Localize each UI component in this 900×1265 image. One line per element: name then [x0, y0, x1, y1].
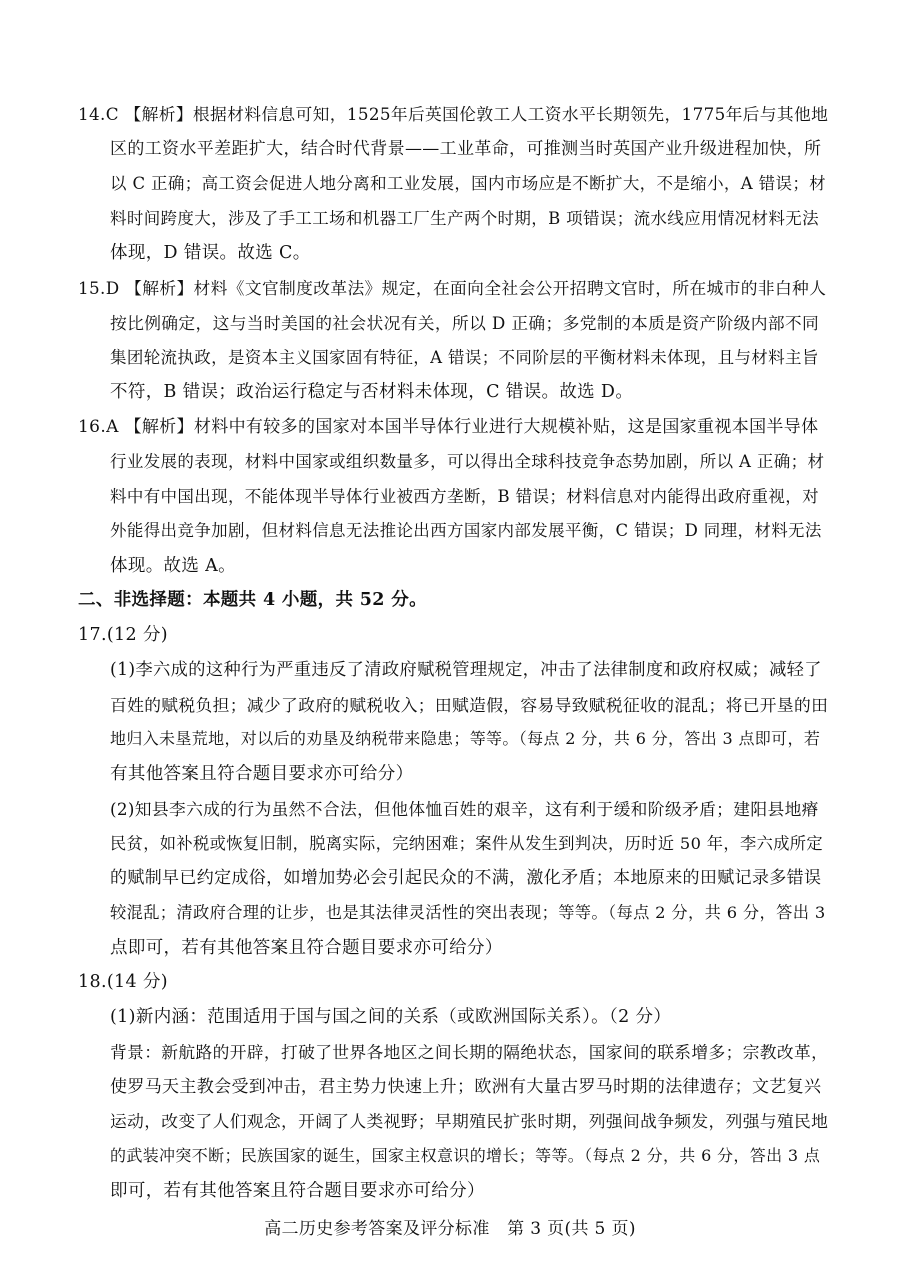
q16-line-1: 16.A 【解析】材料中有较多的国家对本国半导体行业进行大规模补贴，这是国家重视本国半导体	[78, 417, 819, 437]
q16-line-4: 外能得出竞争加剧，但材料信息无法推论出西方国家内部发展平衡，C 错误；D 同理，材料无法	[110, 521, 822, 540]
q16-line-2: 行业发展的表现，材料中国家或组织数量多，可以得出全球科技竞争态势加剧，所以 A 正确；材	[110, 452, 825, 471]
q14-line-5: 体现，D 错误。故选 C。	[110, 243, 311, 263]
q15-line-3: 集团轮流执政，是资本主义国家固有特征，A 错误；不同阶层的平衡材料未体现，且与材料主旨	[110, 348, 819, 367]
q17-p1-line-3: 地归入未垦荒地，对以后的劝垦及纳税带来隐患；等等。（每点 2 分，共 6 分，答出 3 点即可，若	[110, 729, 821, 748]
q15-line-1: 15.D 【解析】材料《文官制度改革法》规定，在面向全社会公开招聘文官时，所在城市的非白种人	[78, 278, 827, 298]
q14-line-4: 料时间跨度大，涉及了手工工场和机器工厂生产两个时期，B 项错误；流水线应用情况材料无法	[110, 209, 819, 228]
q14-line-2: 区的工资水平差距扩大，结合时代背景——工业革命，可推测当时英国产业升级进程加快，所	[110, 139, 822, 159]
q17-p2-line-2: 民贫，如补税或恢复旧制，脱离实际，完纳困难；案件从发生到判决，历时近 50 年，李六成所定	[110, 834, 824, 853]
q18-p2-line-3: 运动，改变了人们观念，开阔了人类视野；早期殖民扩张时期，列强间战争频发，列强与殖民地	[110, 1111, 829, 1131]
q16-line-5: 体现。故选 A。	[110, 556, 237, 576]
q17-p1-line-2: 百姓的赋税负担；减少了政府的赋税收入；田赋造假，容易导致赋税征收的混乱；将已开垦的田	[110, 695, 829, 715]
q17-p2-line-1: (2)知县李六成的行为虽然不合法，但他体恤百姓的艰辛，这有利于缓和阶级矛盾；建阳县地瘠	[110, 799, 819, 819]
q14-line-3: 以 C 正确；高工资会促进人地分离和工业发展，国内市场应是不断扩大，不是缩小，A 错误；材	[110, 174, 827, 193]
q17-p2-line-3: 的赋制早已约定成俗，如增加势必会引起民众的不满，激化矛盾；本地原来的田赋记录多错误	[110, 868, 822, 888]
q17-p2-line-5: 点即可，若有其他答案且符合题目要求亦可给分）	[110, 938, 503, 958]
section-heading: 二、非选择题：本题共 4 小题，共 52 分。	[78, 590, 427, 610]
q17-p1-line-4: 有其他答案且符合题目要求亦可给分）	[110, 764, 414, 784]
q16-line-3: 料中有中国出现，不能体现半导体行业被西方垄断，B 错误；材料信息对内能得出政府重视，对	[110, 487, 819, 506]
q18-p2-line-2: 使罗马天主教会受到冲击，君主势力快速上升；欧洲有大量古罗马时期的法律遗存；文艺复兴	[110, 1077, 822, 1097]
q18-p2-line-5: 即可，若有其他答案且符合题目要求亦可给分）	[110, 1181, 485, 1201]
q17-p2-line-4: 较混乱；清政府合理的让步，也是其法律灵活性的突出表现；等等。（每点 2 分，共 6 分，答出 3	[110, 903, 826, 922]
page-footer: 高二历史参考答案及评分标准 第 3 页(共 5 页)	[264, 1219, 636, 1239]
q15-line-2: 按比例确定，这与当时美国的社会状况有关，所以 D 正确；多党制的本质是资产阶级内部不同	[110, 313, 820, 333]
q18-p2-line-1: 背景：新航路的开辟，打破了世界各地区之间长期的隔绝状态，国家间的联系增多；宗教改革，	[110, 1042, 829, 1062]
q15-line-4: 不符，B 错误；政治运行稳定与否材料未体现，C 错误。故选 D。	[110, 382, 634, 402]
q17-p1-line-1: (1)李六成的这种行为严重违反了清政府赋税管理规定，冲击了法律制度和政府权威；减轻了	[110, 660, 822, 680]
q14-line-1: 14.C 【解析】根据材料信息可知，1525年后英国伦敦工人工资水平长期领先，1775年后与其他地	[78, 104, 829, 124]
q17-heading: 17.(12 分)	[78, 625, 168, 645]
q18-p1-line-1: (1)新内涵：范围适用于国与国之间的关系（或欧洲国际关系）。（2 分）	[110, 1007, 672, 1027]
q18-heading: 18.(14 分)	[78, 972, 168, 992]
q18-p2-line-4: 的武装冲突不断；民族国家的诞生，国家主权意识的增长；等等。（每点 2 分，共 6 分，答出 3 点	[110, 1146, 821, 1165]
